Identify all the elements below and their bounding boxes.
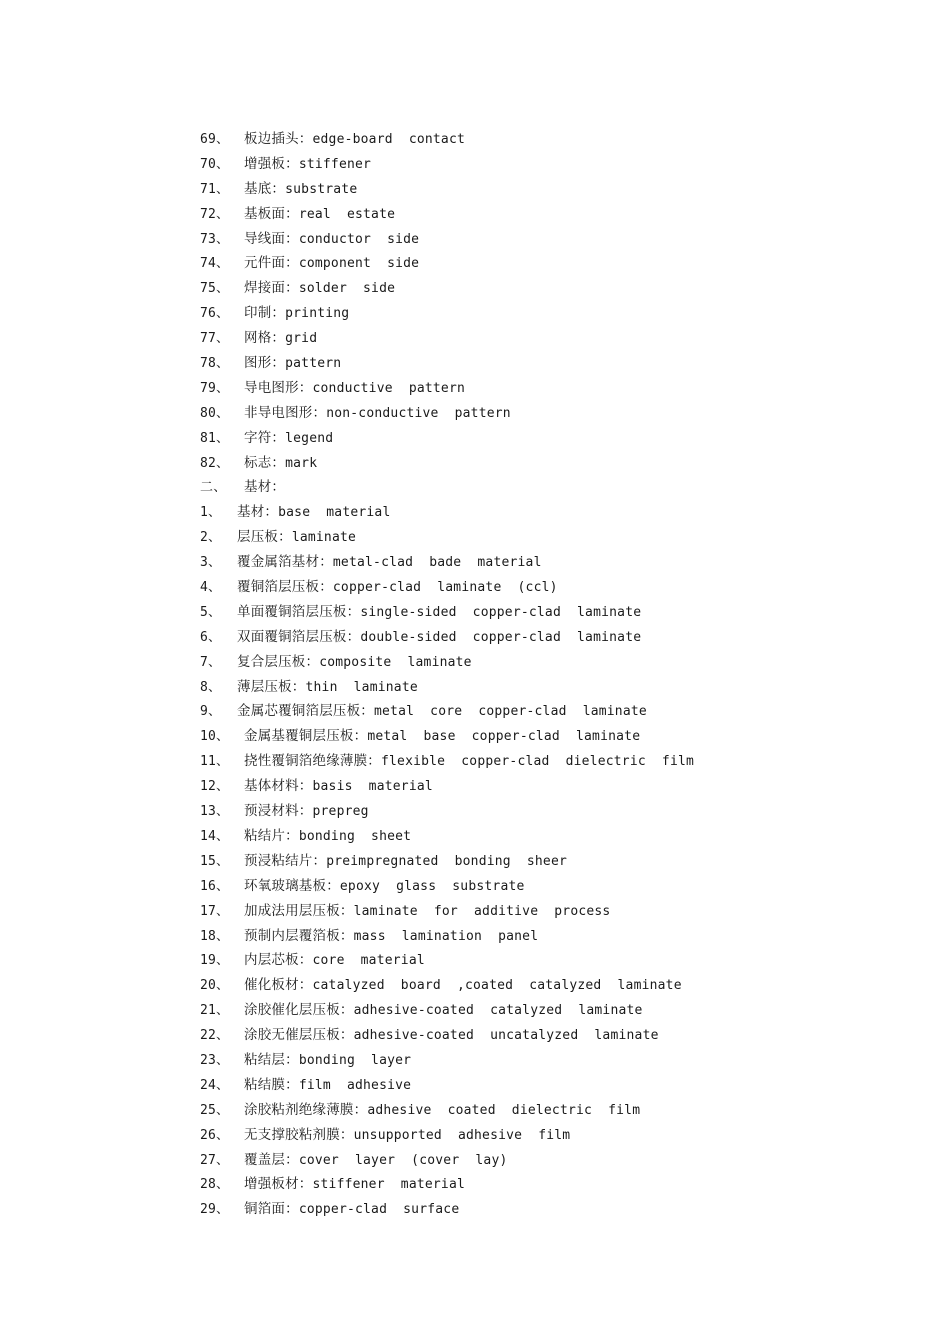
entry-chinese-term: 内层芯板： [244, 952, 313, 969]
entry-number: 4、 [200, 580, 222, 596]
entry-english-term: laminate for additive process [353, 903, 611, 919]
entry-english-term: core material [312, 953, 425, 969]
entry-number: 20、 [200, 978, 230, 994]
entry-number: 74、 [200, 256, 230, 272]
glossary-entry [200, 575, 900, 600]
entry-chinese-term: 图形： [244, 355, 286, 372]
glossary-entry [200, 525, 900, 550]
entry-number: 71、 [200, 181, 230, 197]
glossary-entry [200, 973, 900, 998]
entry-english-term: unsupported adhesive film [353, 1127, 571, 1143]
entry-english-term: copper-clad laminate (ccl) [332, 580, 558, 596]
entry-number: 19、 [200, 953, 230, 969]
glossary-entry [200, 1172, 900, 1197]
glossary-entry [200, 227, 900, 252]
glossary-entry [200, 1148, 900, 1173]
glossary-entry [200, 500, 900, 525]
entry-english-term: base material [278, 505, 391, 521]
entry-chinese-term: 网格： [244, 330, 286, 347]
glossary-entry [200, 724, 900, 749]
entry-english-term: composite laminate [319, 654, 472, 670]
entry-number: 78、 [200, 356, 230, 372]
glossary-entry [200, 202, 900, 227]
entry-english-term: solder side [298, 281, 396, 297]
glossary-entry [200, 177, 900, 202]
entry-chinese-term: 基体材料： [244, 778, 313, 795]
entry-number: 13、 [200, 804, 230, 820]
entry-english-term: film adhesive [298, 1077, 412, 1093]
entry-number: 76、 [200, 306, 230, 322]
entry-english-term: mass lamination panel [353, 928, 539, 944]
entry-number: 80、 [200, 405, 230, 421]
entry-number: 82、 [200, 455, 230, 471]
entry-number: 3、 [200, 555, 222, 571]
entry-chinese-term: 复合层压板： [237, 653, 320, 670]
entry-chinese-term: 金属芯覆铜箔层压板： [237, 703, 374, 720]
glossary-entry [200, 699, 900, 724]
entry-english-term: metal core copper-clad laminate [374, 704, 647, 720]
entry-english-term: non-conductive pattern [326, 405, 511, 421]
entry-number: 27、 [200, 1152, 230, 1168]
glossary-entry [200, 625, 900, 650]
entry-english-term: bonding sheet [298, 828, 412, 844]
entry-english-term: legend [285, 430, 334, 446]
entry-english-term: copper-clad surface [298, 1202, 460, 1218]
glossary-entry [200, 998, 900, 1023]
entry-chinese-term: 覆金属箔基材： [237, 554, 333, 571]
glossary-entry [200, 401, 900, 426]
entry-number: 28、 [200, 1177, 230, 1193]
entry-english-term: catalyzed board ,coated catalyzed laminate [312, 978, 682, 994]
glossary-entry [200, 1073, 900, 1098]
entry-english-term: substrate [285, 181, 358, 197]
entry-english-term: conductive pattern [312, 380, 466, 396]
entry-chinese-term: 粘结片： [244, 827, 299, 844]
entry-chinese-term: 环氧玻璃基板： [244, 877, 340, 894]
entry-number: 12、 [200, 779, 230, 795]
glossary-entry [200, 1048, 900, 1073]
glossary-entry [200, 1123, 900, 1148]
entry-chinese-term: 标志： [244, 454, 286, 471]
entry-chinese-term: 基材： [244, 479, 286, 496]
entry-chinese-term: 预浸粘结片： [244, 852, 327, 869]
entry-chinese-term: 覆盖层： [244, 1151, 299, 1168]
entry-number: 23、 [200, 1052, 230, 1068]
entry-english-term: bonding layer [298, 1052, 412, 1068]
glossary-entry [200, 924, 900, 949]
entry-chinese-term: 粘结膜： [244, 1076, 299, 1093]
entry-english-term: prepreg [312, 804, 369, 820]
entry-chinese-term: 铜箔面： [244, 1201, 299, 1218]
glossary-entry [200, 426, 900, 451]
entry-chinese-term: 元件面： [244, 255, 299, 272]
entry-number: 17、 [200, 903, 230, 919]
glossary-entry [200, 824, 900, 849]
entry-chinese-term: 覆铜箔层压板： [237, 579, 333, 596]
entry-chinese-term: 增强板材： [244, 1176, 313, 1193]
glossary-entry [200, 874, 900, 899]
entry-chinese-term: 单面覆铜箔层压板： [237, 603, 361, 620]
entry-english-term: grid [285, 331, 318, 347]
entry-english-term: flexible copper-clad dielectric film [381, 754, 695, 770]
entry-number: 18、 [200, 928, 230, 944]
entry-number: 5、 [200, 604, 222, 620]
glossary-list [200, 127, 900, 1222]
entry-number: 21、 [200, 1003, 230, 1019]
entry-chinese-term: 增强板： [244, 155, 299, 172]
entry-english-term: component side [298, 256, 420, 272]
glossary-entry [200, 301, 900, 326]
entry-english-term: conductor side [298, 231, 420, 247]
glossary-entry [200, 127, 900, 152]
entry-english-term: stiffener material [312, 1177, 466, 1193]
entry-english-term: adhesive coated dielectric film [367, 1102, 641, 1118]
entry-number: 7、 [200, 654, 222, 670]
entry-chinese-term: 无支撑胶粘剂膜： [244, 1126, 354, 1143]
entry-english-term: preimpregnated bonding sheer [326, 853, 568, 869]
entry-chinese-term: 导电图形： [244, 379, 313, 396]
glossary-entry [200, 1098, 900, 1123]
entry-number: 二、 [200, 480, 227, 496]
entry-english-term: pattern [285, 356, 342, 372]
entry-chinese-term: 双面覆铜箔层压板： [237, 628, 361, 645]
entry-chinese-term: 基板面： [244, 205, 299, 222]
entry-number: 10、 [200, 729, 230, 745]
entry-chinese-term: 涂胶粘剂绝缘薄膜： [244, 1101, 368, 1118]
entry-chinese-term: 预制内层覆箔板： [244, 927, 354, 944]
entry-english-term: single-sided copper-clad laminate [360, 604, 642, 620]
entry-number: 79、 [200, 380, 230, 396]
glossary-entry [200, 550, 900, 575]
entry-english-term: adhesive-coated catalyzed laminate [353, 1003, 643, 1019]
entry-chinese-term: 薄层压板： [237, 678, 306, 695]
entry-chinese-term: 涂胶无催层压板： [244, 1027, 354, 1044]
entry-chinese-term: 涂胶催化层压板： [244, 1002, 354, 1019]
glossary-entry [200, 849, 900, 874]
entry-chinese-term: 字符： [244, 429, 286, 446]
glossary-entry [200, 799, 900, 824]
glossary-entry [200, 749, 900, 774]
entry-number: 22、 [200, 1028, 230, 1044]
entry-english-term: metal-clad bade material [332, 555, 542, 571]
glossary-entry [200, 251, 900, 276]
entry-chinese-term: 加成法用层压板： [244, 902, 354, 919]
glossary-entry [200, 326, 900, 351]
entry-chinese-term: 印制： [244, 305, 286, 322]
entry-number: 29、 [200, 1202, 230, 1218]
glossary-entry [200, 451, 900, 476]
entry-number: 16、 [200, 878, 230, 894]
glossary-entry [200, 650, 900, 675]
entry-english-term: laminate [291, 530, 357, 546]
entry-number: 14、 [200, 828, 230, 844]
entry-english-term: basis material [312, 779, 433, 795]
entry-chinese-term: 基材： [237, 504, 279, 521]
entry-english-term: mark [285, 455, 318, 471]
entry-english-term: printing [285, 306, 350, 322]
glossary-entry [200, 899, 900, 924]
glossary-entry [200, 152, 900, 177]
glossary-entry [200, 675, 900, 700]
entry-number: 2、 [200, 530, 222, 546]
entry-chinese-term: 非导电图形： [244, 404, 327, 421]
entry-number: 11、 [200, 754, 230, 770]
entry-chinese-term: 焊接面： [244, 280, 299, 297]
entry-english-term: stiffener [298, 156, 372, 172]
entry-number: 8、 [200, 679, 222, 695]
entry-chinese-term: 基底： [244, 180, 286, 197]
entry-english-term: double-sided copper-clad laminate [360, 629, 642, 645]
entry-english-term: metal base copper-clad laminate [367, 729, 641, 745]
entry-english-term: cover layer (cover lay) [298, 1152, 508, 1168]
entry-english-term: epoxy glass substrate [339, 878, 525, 894]
glossary-entry [200, 276, 900, 301]
entry-chinese-term: 导线面： [244, 230, 299, 247]
glossary-entry [200, 1197, 900, 1222]
entry-number: 75、 [200, 281, 230, 297]
entry-chinese-term: 挠性覆铜箔绝缘薄膜： [244, 753, 381, 770]
entry-chinese-term: 粘结层： [244, 1051, 299, 1068]
glossary-entry [200, 475, 900, 500]
entry-number: 15、 [200, 853, 230, 869]
glossary-entry [200, 351, 900, 376]
entry-number: 25、 [200, 1102, 230, 1118]
entry-number: 9、 [200, 704, 222, 720]
entry-number: 73、 [200, 231, 230, 247]
entry-number: 24、 [200, 1077, 230, 1093]
entry-number: 6、 [200, 629, 222, 645]
entry-number: 1、 [200, 505, 222, 521]
entry-number: 72、 [200, 206, 230, 222]
entry-chinese-term: 层压板： [237, 529, 292, 546]
entry-english-term: edge-board contact [312, 132, 466, 147]
entry-number: 26、 [200, 1127, 230, 1143]
entry-number: 77、 [200, 331, 230, 347]
entry-english-term: real estate [298, 206, 396, 222]
entry-number: 81、 [200, 430, 230, 446]
entry-chinese-term: 预浸材料： [244, 803, 313, 820]
glossary-entry [200, 376, 900, 401]
glossary-entry [200, 774, 900, 799]
glossary-entry [200, 600, 900, 625]
glossary-entry [200, 948, 900, 973]
entry-chinese-term: 板边插头： [244, 131, 313, 147]
entry-number: 69、 [200, 132, 230, 147]
entry-chinese-term: 金属基覆铜层压板： [244, 728, 368, 745]
entry-english-term: adhesive-coated uncatalyzed laminate [353, 1028, 659, 1044]
entry-english-term: thin laminate [305, 679, 418, 695]
entry-chinese-term: 催化板材： [244, 977, 313, 994]
entry-number: 70、 [200, 156, 230, 172]
glossary-entry [200, 1023, 900, 1048]
